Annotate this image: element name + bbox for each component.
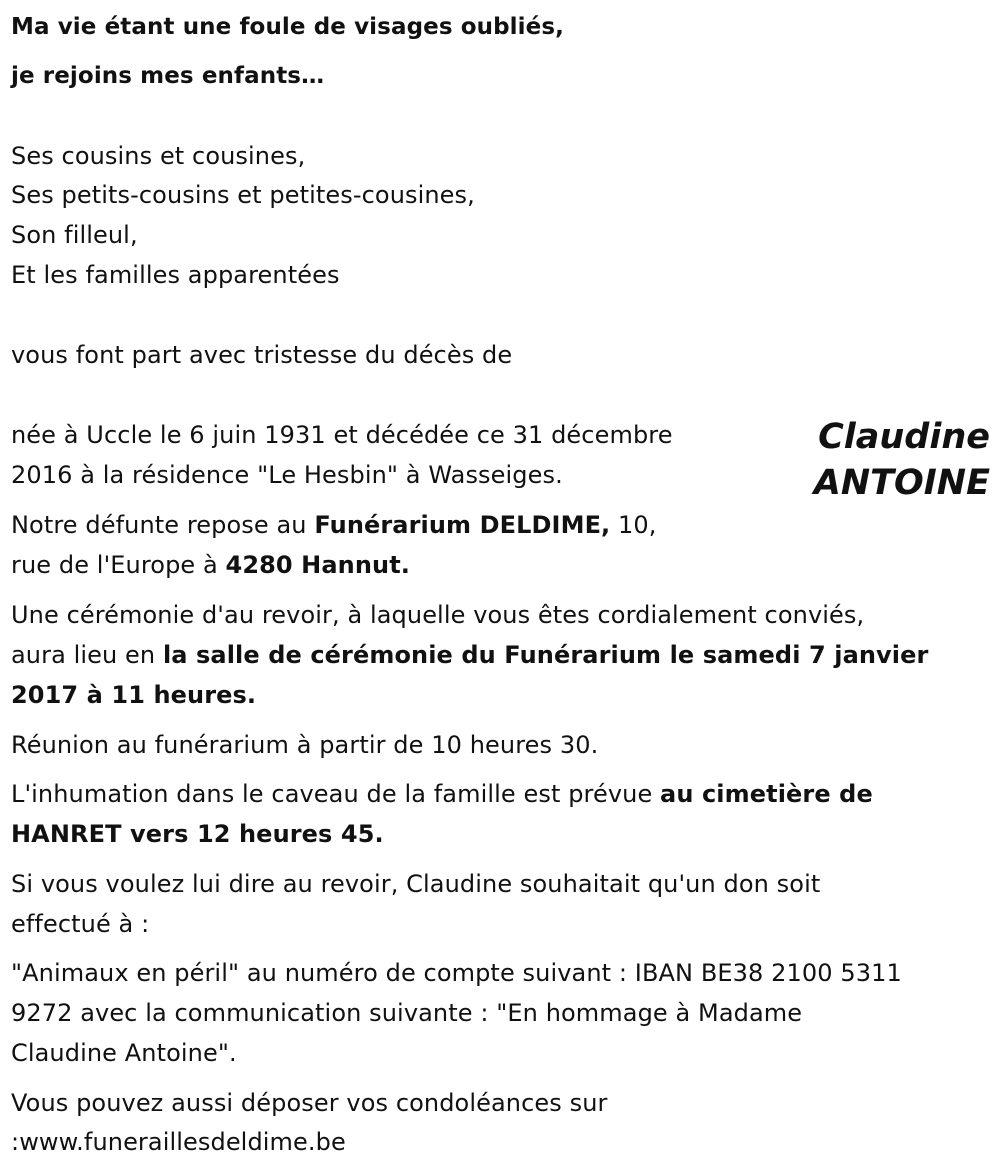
burial-line-2 (11, 819, 384, 849)
epigraph-line-2: je rejoins mes enfants… (11, 63, 325, 89)
family-line-1: Ses cousins et cousines, (11, 142, 306, 170)
ceremony-place-date: la salle de cérémonie du Funérarium le samedi 7 janvier (162, 641, 929, 669)
burial-text-1: L'inhumation dans le caveau de la famille est prévue (11, 780, 661, 808)
ceremony-line-2 (11, 640, 928, 670)
repose-line-2 (11, 550, 410, 580)
announcement: vous font part avec tristesse du décès de (11, 341, 513, 369)
deceased-first-name: Claudine (818, 417, 990, 457)
family-line-2: Ses petits-cousins et petites-cousines, (11, 181, 475, 209)
birth-line-1: née à Uccle le 6 juin 1931 et décédée ce 31 décembre (11, 421, 673, 449)
account-line-3: Claudine Antoine". (11, 1039, 237, 1067)
donation-line-2: effectué à : (11, 910, 150, 938)
ceremony-time: 2017 à 11 heures. (11, 681, 257, 709)
condolences-prefix: : (11, 1128, 20, 1156)
account-line-1: "Animaux en péril" au numéro de compte suivant : IBAN BE38 2100 5311 (11, 959, 902, 987)
repose-text-2: 10, (610, 511, 657, 539)
account-line-2: 9272 avec la communication suivante : "En hommage à Madame (11, 999, 803, 1027)
funerarium-city: 4280 Hannut. (225, 551, 411, 579)
deceased-last-name: ANTOINE (813, 463, 990, 503)
family-line-4: Et les familles apparentées (11, 261, 340, 289)
burial-time: HANRET vers 12 heures 45. (11, 820, 384, 848)
ceremony-text-2: aura lieu en (11, 641, 163, 669)
burial-place: au cimetière de (660, 780, 873, 808)
burial-line-1 (11, 779, 873, 809)
epigraph-line-1: Ma vie étant une foule de visages oubliés, (11, 14, 564, 40)
birth-line-2: 2016 à la résidence "Le Hesbin" à Wasseiges. (11, 461, 563, 489)
family-line-3: Son filleul, (11, 221, 138, 249)
condolences-line-1: Vous pouvez aussi déposer vos condoléances sur (11, 1089, 608, 1117)
funerarium-name: Funérarium DELDIME, (314, 511, 611, 539)
repose-text-1: Notre défunte repose au (11, 511, 315, 539)
repose-line-1 (11, 510, 656, 540)
ceremony-line-3 (11, 680, 256, 710)
repose-text-3: rue de l'Europe à (11, 551, 226, 579)
condolences-website-link[interactable]: www.funeraillesdeldime.be (19, 1128, 346, 1156)
ceremony-line-1: Une cérémonie d'au revoir, à laquelle vous êtes cordialement conviés, (11, 601, 865, 629)
condolences-line-2 (11, 1127, 346, 1157)
reunion-line: Réunion au funérarium à partir de 10 heures 30. (11, 731, 599, 759)
donation-line-1: Si vous voulez lui dire au revoir, Claudine souhaitait qu'un don soit (11, 870, 821, 898)
